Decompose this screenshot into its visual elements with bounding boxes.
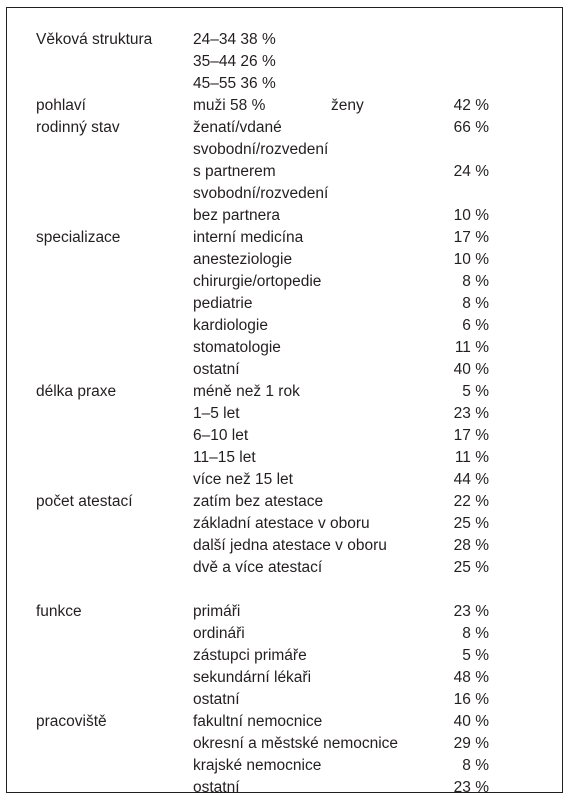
workplace-row-value: 40 % xyxy=(453,713,489,730)
workplace-row-value: 8 % xyxy=(462,757,489,774)
section-label-gender: pohlaví xyxy=(36,97,86,114)
section-label-marital: rodinný stav xyxy=(36,119,120,136)
specialization-row-name: ostatní xyxy=(193,361,240,378)
practice-row-value: 44 % xyxy=(453,471,489,488)
specialization-row-name: pediatrie xyxy=(193,295,253,312)
attestations-row-value: 25 % xyxy=(453,559,489,576)
section-label-specialization: specializace xyxy=(36,229,121,246)
workplace-row-name: fakultní nemocnice xyxy=(193,713,323,730)
practice-row-name: méně než 1 rok xyxy=(193,383,300,400)
attestations-row-value: 28 % xyxy=(453,537,489,554)
practice-row-name: 1–5 let xyxy=(193,405,240,422)
practice-row-value: 23 % xyxy=(453,405,489,422)
marital-row-name: svobodní/rozvedení xyxy=(193,141,329,158)
practice-row-name: 6–10 let xyxy=(193,427,249,444)
marital-row-name: s partnerem xyxy=(193,163,276,180)
workplace-row-value: 29 % xyxy=(453,735,489,752)
specialization-row-value: 11 % xyxy=(454,339,489,356)
marital-row-value: 66 % xyxy=(453,119,489,136)
function-row-value: 23 % xyxy=(453,603,489,620)
function-row-name: ostatní xyxy=(193,691,240,708)
function-row-name: zástupci primáře xyxy=(193,647,307,664)
workplace-row-value: 23 % xyxy=(453,779,489,796)
practice-row-value: 5 % xyxy=(462,383,489,400)
specialization-row-name: stomatologie xyxy=(193,339,281,356)
specialization-row-value: 10 % xyxy=(453,251,489,268)
table-frame xyxy=(6,7,563,796)
attestations-row-name: dvě a více atestací xyxy=(193,559,323,576)
function-row-name: sekundární lékaři xyxy=(193,669,312,686)
gender-male: muži 58 % xyxy=(193,97,266,114)
workplace-row-name: okresní a městské nemocnice xyxy=(193,735,399,752)
function-row-value: 16 % xyxy=(453,691,489,708)
attestations-row-name: další jedna atestace v oboru xyxy=(193,537,387,554)
section-label-attestations: počet atestací xyxy=(36,493,133,510)
practice-row-value: 17 % xyxy=(453,427,489,444)
specialization-row-name: anesteziologie xyxy=(193,251,293,268)
attestations-row-name: základní atestace v oboru xyxy=(193,515,370,532)
marital-row-value: 10 % xyxy=(453,207,489,224)
function-row-value: 5 % xyxy=(462,647,489,664)
function-row-name: primáři xyxy=(193,603,241,620)
function-row-name: ordináři xyxy=(193,625,245,642)
age-row: 45–55 36 % xyxy=(193,75,276,92)
section-label-function: funkce xyxy=(36,603,82,620)
specialization-row-name: chirurgie/ortopedie xyxy=(193,273,322,290)
section-label-workplace: pracoviště xyxy=(36,713,107,730)
practice-row-value: 11 % xyxy=(454,449,489,466)
marital-row-name: svobodní/rozvedení xyxy=(193,185,329,202)
section-label-practice: délka praxe xyxy=(36,383,117,400)
attestations-row-name: zatím bez atestace xyxy=(193,493,324,510)
specialization-row-value: 8 % xyxy=(462,295,489,312)
age-row: 24–34 38 % xyxy=(193,31,276,48)
practice-row-name: 11–15 let xyxy=(193,449,256,466)
marital-row-name: bez partnera xyxy=(193,207,281,224)
workplace-row-name: krajské nemocnice xyxy=(193,757,322,774)
practice-row-name: více než 15 let xyxy=(193,471,293,488)
specialization-row-value: 6 % xyxy=(462,317,489,334)
specialization-row-value: 17 % xyxy=(453,229,489,246)
function-row-value: 8 % xyxy=(462,625,489,642)
function-row-value: 48 % xyxy=(453,669,489,686)
attestations-row-value: 25 % xyxy=(453,515,489,532)
specialization-row-name: interní medicína xyxy=(193,229,304,246)
specialization-row-name: kardiologie xyxy=(193,317,268,334)
attestations-row-value: 22 % xyxy=(453,493,489,510)
gender-female: ženy xyxy=(331,97,364,114)
marital-row-name: ženatí/vdané xyxy=(193,119,282,136)
age-row: 35–44 26 % xyxy=(193,53,276,70)
workplace-row-name: ostatní xyxy=(193,779,240,796)
section-label-age: Věková struktura xyxy=(36,31,153,48)
gender-female-value: 42 % xyxy=(453,97,489,114)
marital-row-value: 24 % xyxy=(453,163,489,180)
specialization-row-value: 40 % xyxy=(453,361,489,378)
specialization-row-value: 8 % xyxy=(462,273,489,290)
